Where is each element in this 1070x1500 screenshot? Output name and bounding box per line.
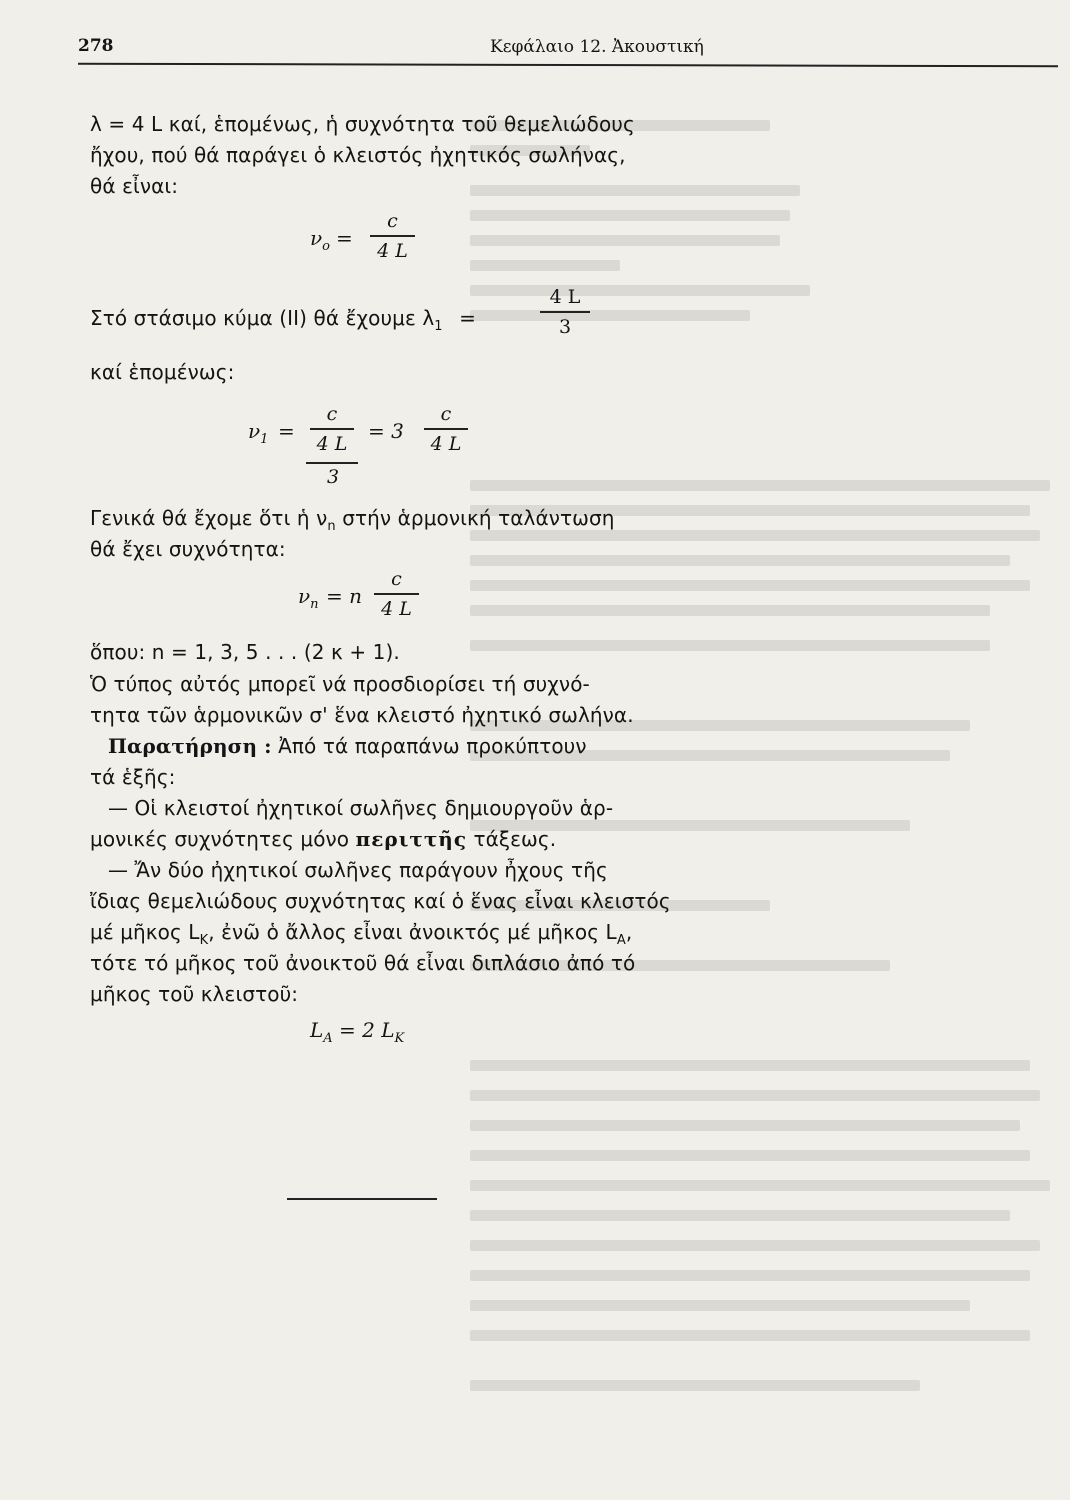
fraction: c 4 L <box>374 568 419 620</box>
chapter-title: Κεφάλαιο 12. Ἀκουστική <box>490 37 704 57</box>
fraction-lambda1: 4 L 3 <box>540 286 590 338</box>
eq-lhs: $\nu_o$ <box>310 226 330 254</box>
text-line: λ = 4 L καί, ἑπομένως, ἡ συχνότητα τοῦ θεμελιώδους <box>90 112 635 136</box>
text-line: Ὁ τύπος αὐτός μπορεῖ νά προσδιορίσει τή συχνό- <box>90 672 590 696</box>
eq-sign: = 3 <box>368 419 404 443</box>
text-line: μονικές συχνότητες μόνο περιττῆς τάξεως. <box>90 827 557 851</box>
text-line: — Οἱ κλειστοί ἠχητικοί σωλῆνες δημιουργοῦν ἁρ- <box>108 796 614 820</box>
equation-lengths: $L_A = 2$ $L_K$ <box>310 1018 405 1046</box>
text-line: Γενικά θά ἔχομε ὅτι ἡ $\nu_n$ στήν ἁρμονική ταλάντωση <box>90 506 615 534</box>
text-line: ἴδιας θεμελιώδους συχνότητας καί ὁ ἕνας εἶναι κλειστός <box>90 889 671 913</box>
text-line: ὅπου: n = 1, 3, 5 . . . (2 κ + 1). <box>90 640 400 664</box>
fraction-denominator: 3 <box>326 466 340 488</box>
text-line: θά εἶναι: <box>90 174 179 198</box>
text-line: ἤχου, πού θά παράγει ὁ κλειστός ἠχητικός σωλήνας, <box>90 143 626 167</box>
text-line: μέ μῆκος $L_K$, ἐνῶ ὁ ἄλλος εἶναι ἀνοικτός μέ μῆκος $L_A$, <box>90 920 633 948</box>
page-header <box>78 34 1058 74</box>
eq-sign: = <box>278 419 295 443</box>
page-number: 278 <box>78 36 114 56</box>
text-line: Παρατήρηση : Ἀπό τά παραπάνω προκύπτουν <box>108 734 587 758</box>
text-line: — Ἄν δύο ἠχητικοί σωλῆνες παράγουν ἦχους τῆς <box>108 858 608 882</box>
remark-heading: Παρατήρηση : <box>108 734 272 758</box>
eq-sign: = n <box>326 584 362 608</box>
eq-lhs: $\nu_n$ <box>298 584 319 612</box>
text-line: τότε τό μῆκος τοῦ ἀνοικτοῦ θά εἶναι διπλάσιο ἀπό τό <box>90 951 636 975</box>
text-line: τητα τῶν ἁρμονικῶν σ' ἕνα κλειστό ἠχητικό σωλήνα. <box>90 703 634 727</box>
section-end-rule <box>287 1198 437 1200</box>
text-line: μῆκος τοῦ κλειστοῦ: <box>90 982 299 1006</box>
fraction: c 4 L <box>424 403 468 455</box>
text-line: Στό στάσιμο κύμα (ΙΙ) θά ἔχουμε $\lambda_1$ = <box>90 306 476 334</box>
text-line: τά ἑξῆς: <box>90 765 176 789</box>
eq-sign: = <box>336 226 353 250</box>
eq-lhs: $\nu_1$ <box>248 419 269 447</box>
fraction: c 4 L <box>310 403 354 455</box>
fraction-bar-outer <box>306 462 358 464</box>
text-line: καί ἑπομένως: <box>90 360 235 384</box>
fraction: c 4 L <box>370 210 415 262</box>
text-line: θά ἔχει συχνότητα: <box>90 537 286 561</box>
